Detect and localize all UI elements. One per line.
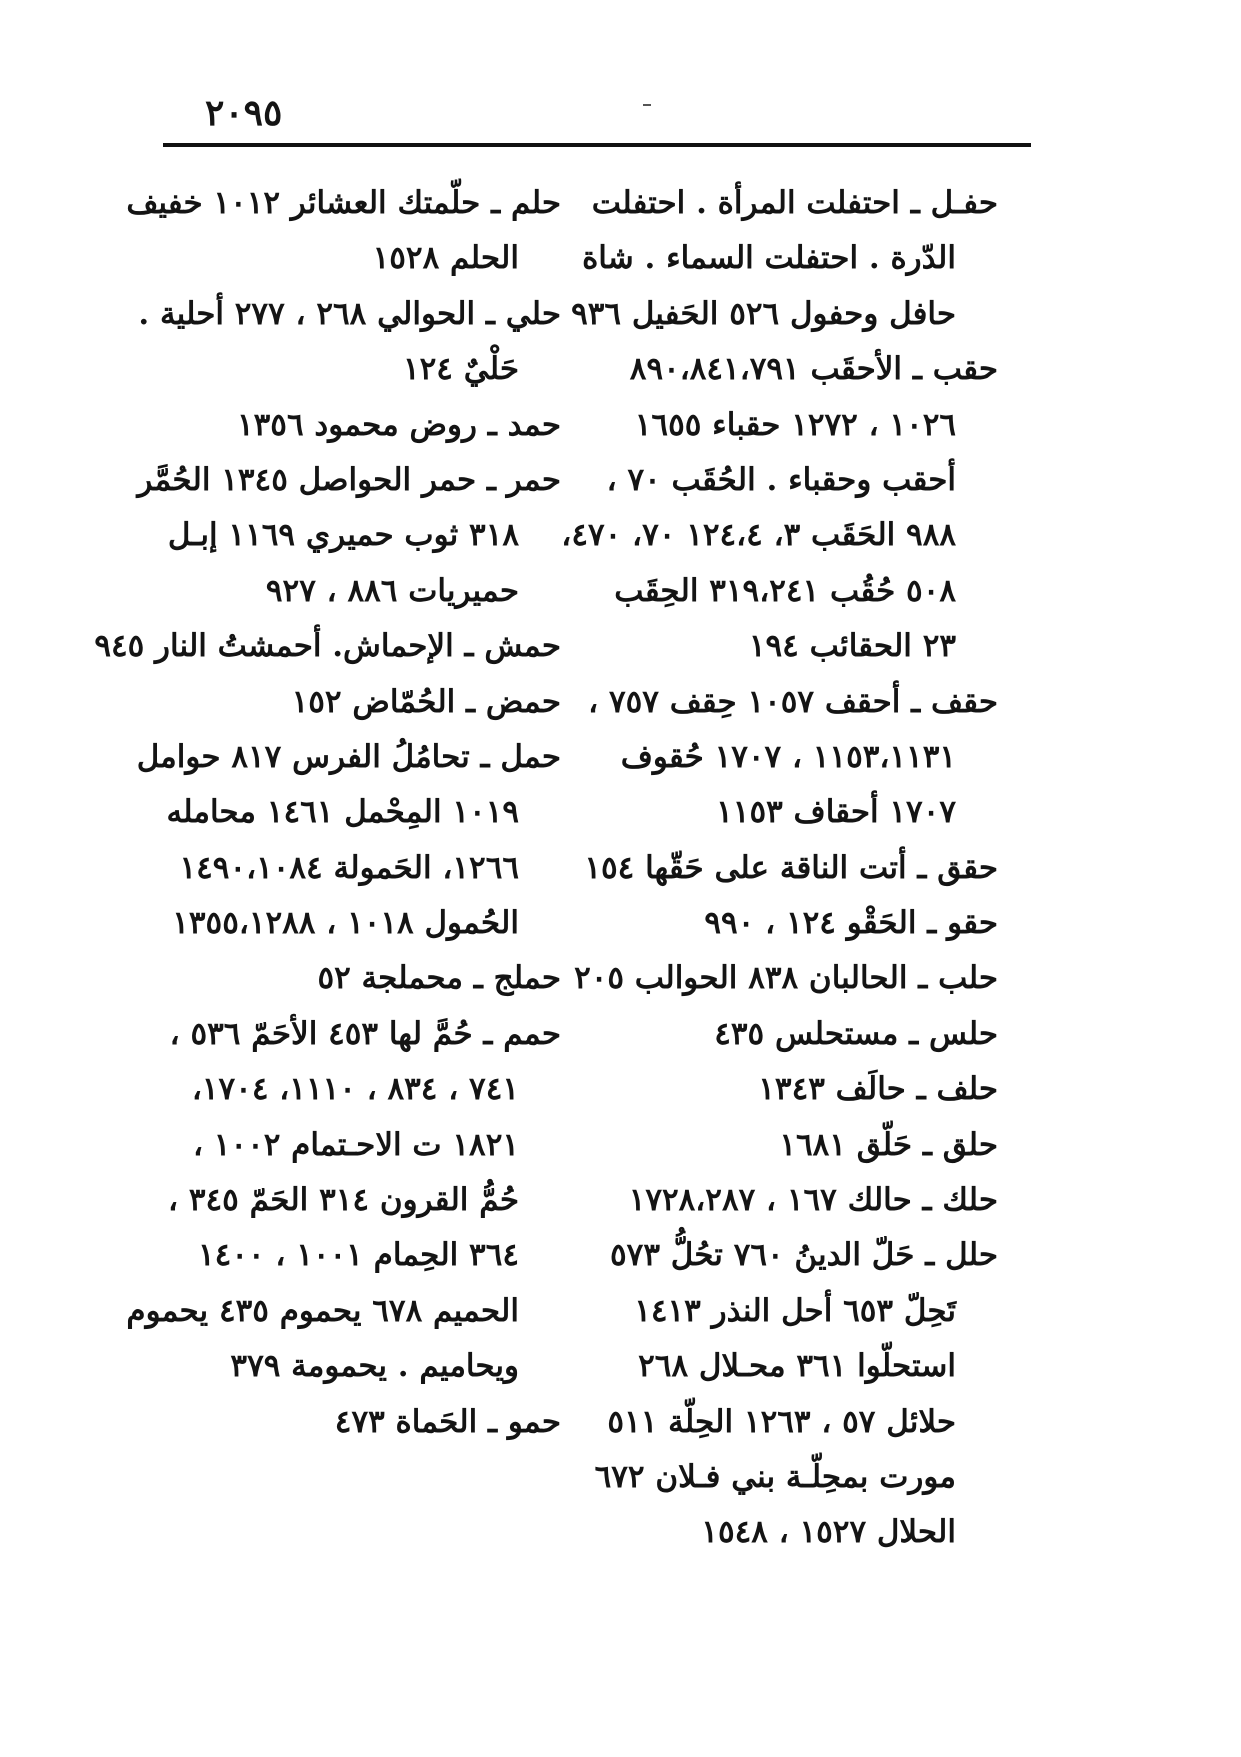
index-entry-line: حلل ـ حَلّ الدينُ ٧٦٠ تحُلُّ ٥٧٣: [610, 1237, 998, 1274]
index-entry-line: الحلم ١٥٢٨: [372, 240, 519, 277]
index-entry-line: حلك ـ حالك ١٦٧ ، ١٧٢٨،٢٨٧: [628, 1182, 998, 1219]
index-entry-line: ٣٦٤ الحِمام ١٠٠١ ، ١٤٠٠: [198, 1237, 519, 1274]
index-entry-line: ١٧٠٧ أحقاف ١١٥٣: [716, 794, 956, 831]
index-entry-line: ويحاميم . يحمومة ٣٧٩: [230, 1348, 519, 1385]
index-entry-line: حَلْيٌ ١٢٤: [402, 351, 519, 388]
index-entry-line: حلم ـ حلّمتك العشائر ١٠١٢ خفيف: [126, 185, 561, 221]
index-entry-line: حقق ـ أتت الناقة على حَقّها ١٥٤: [584, 849, 998, 886]
index-entry-line: ١٢٦٦، الحَمولة ١٤٩٠،١٠٨٤: [179, 849, 519, 886]
index-entry-line: حمو ـ الحَماة ٤٧٣: [334, 1403, 561, 1440]
stray-ink-mark: [643, 104, 651, 106]
index-entry-line: حلس ـ مستحلس ٤٣٥: [714, 1015, 998, 1052]
index-entry-line: حقب ـ الأحقَب ٨٩٠،٨٤١،٧٩١: [629, 351, 998, 388]
index-entry-line: حمر ـ حمر الحواصل ١٣٤٥ الحُمَّر: [137, 461, 561, 498]
index-entry-line: حقف ـ أحقف ١٠٥٧ حِقف ٧٥٧ ،: [588, 683, 998, 720]
index-entry-line: حافل وحفول ٥٢٦ الحَفيل ٩٣٦: [571, 295, 956, 332]
index-entry-line: حلف ـ حالَف ١٣٤٣: [758, 1071, 998, 1108]
index-entry-line: حُمُّ القرون ٣١٤ الحَمّ ٣٤٥ ،: [168, 1182, 519, 1219]
right-column: [561, 176, 998, 1561]
index-entry-line: حملج ـ محملجة ٥٢: [317, 960, 561, 997]
index-entry-line: استحلّوا ٣٦١ محـلال ٢٦٨: [638, 1348, 956, 1385]
index-entry-line: ١٠١٩ المِحْمل ١٤٦١ محامله: [166, 794, 519, 831]
index-entry-line: تَحِلّ ٦٥٣ أحل النذر ١٤١٣: [634, 1292, 956, 1329]
index-entry-line: الحميم ٦٧٨ يحموم ٤٣٥ يحموم: [126, 1292, 519, 1329]
index-entry-line: حمم ـ حُمَّ لها ٤٥٣ الأحَمّ ٥٣٦ ،: [169, 1015, 561, 1052]
index-entry-line: حلائل ٥٧ ، ١٢٦٣ الحِلّة ٥١١: [607, 1403, 956, 1440]
index-entry-line: ٢٣ الحقائب ١٩٤: [748, 628, 956, 665]
index-entry-line: حمش ـ الإحماش. أحمشتُ النار ٩٤٥: [94, 628, 561, 665]
page-number: ٢٠٩٥: [205, 92, 283, 134]
index-entry-line: ١١٥٣،١١٣١ ، ١٧٠٧ حُقوف: [620, 738, 956, 775]
index-entry-line: حمل ـ تحامُلُ الفرس ٨١٧ حوامل: [136, 738, 561, 775]
index-entry-line: ١٠٢٦ ، ١٢٧٢ حقباء ١٦٥٥: [634, 406, 956, 443]
index-entry-line: ١٨٢١ ت الاحـتمام ١٠٠٢ ،: [192, 1126, 519, 1163]
index-entry-line: أحقب وحقباء . الحُقَب ٧٠ ،: [606, 461, 956, 498]
index-entry-line: حلي ـ الحوالي ٢٦٨ ، ٢٧٧ أحلية .: [138, 295, 561, 332]
index-entry-line: ٣١٨ ثوب حميري ١١٦٩ إبـل: [167, 517, 519, 554]
header-rule: [163, 143, 1031, 147]
left-column: [94, 176, 561, 1450]
index-entry-line: حميريات ٨٨٦ ، ٩٢٧: [265, 572, 519, 609]
index-entry-line: حفـل ـ احتفلت المرأة . احتفلت: [591, 185, 998, 221]
index-entry-line: حقو ـ الحَقْو ١٢٤ ، ٩٩٠: [704, 905, 998, 942]
index-entry-line: الحلال ١٥٢٧ ، ١٥٤٨: [701, 1514, 956, 1551]
index-entry-line: الحُمول ١٠١٨ ، ١٣٥٥،١٢٨٨: [172, 905, 519, 942]
index-entry-line: ٧٤١ ، ٨٣٤ ، ١١١٠، ١٧٠٤،: [191, 1071, 519, 1108]
index-entry-line: ٥٠٨ حُقُب ٣١٩،٢٤١ الحِقَب: [614, 572, 956, 609]
index-entry-line: ٩٨٨ الحَقَب ٣، ١٢٤،٤ ٧٠، ٤٧٠،: [561, 517, 956, 554]
index-entry-line: حمد ـ روض محمود ١٣٥٦: [237, 406, 561, 443]
index-entry-line: حمض ـ الحُمّاض ١٥٢: [291, 683, 561, 720]
index-entry-line: مورت بمحِلّـة بني فـلان ٦٧٢: [594, 1458, 956, 1495]
index-entry-line: الدّرة . احتفلت السماء . شاة: [582, 240, 956, 277]
index-entry-line: حلب ـ الحالبان ٨٣٨ الحوالب ٢٠٥: [574, 960, 998, 997]
index-entry-line: حلق ـ حَلّق ١٦٨١: [779, 1126, 998, 1163]
